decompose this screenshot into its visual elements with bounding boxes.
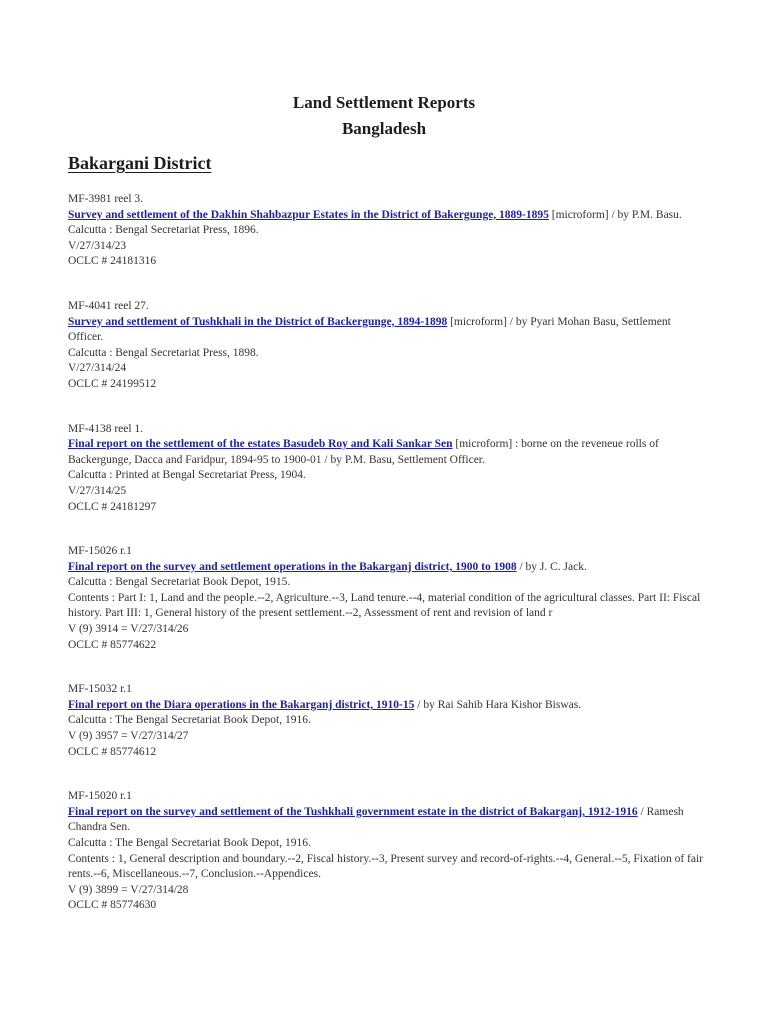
- call-number: MF-15026 r.1: [68, 545, 132, 558]
- call-number: MF-15020 r.1: [68, 790, 132, 803]
- page-subtitle: Bangladesh: [341, 119, 427, 138]
- catalog-record: [68, 299, 704, 393]
- shelf-mark: V (9) 3914 = V/27/314/26: [68, 623, 189, 636]
- publisher-line: Calcutta : Bengal Secretariat Book Depot, 1915.: [68, 576, 291, 589]
- oclc-number: OCLC # 85774612: [68, 745, 157, 758]
- catalog-record: [68, 422, 704, 516]
- catalog-record: [68, 544, 704, 653]
- title-line: [68, 698, 704, 714]
- record-title-link[interactable]: Survey and settlement of the Dakhin Shahbazpur Estates in the District of Bakergunge, 1889-1895: [68, 208, 549, 221]
- title-line: [68, 805, 704, 836]
- catalog-record: [68, 682, 704, 760]
- call-number: MF-15032 r.1: [68, 683, 132, 696]
- record-responsibility: [microform] / by P.M. Basu.: [548, 208, 682, 221]
- shelf-mark: V/27/314/25: [68, 484, 127, 497]
- record-list: [68, 192, 704, 943]
- title-line: [68, 437, 704, 468]
- call-number: MF-4041 reel 27.: [68, 299, 149, 312]
- call-number: MF-4138 reel 1.: [68, 422, 144, 435]
- shelf-mark: V (9) 3899 = V/27/314/28: [68, 883, 189, 896]
- record-title-link[interactable]: Final report on the Diara operations in the Bakarganj district, 1910-15: [68, 698, 415, 711]
- record-responsibility: / Ramesh Chandra Sen.: [68, 805, 684, 834]
- district-heading: Bakargani District: [68, 153, 212, 173]
- record-title-link[interactable]: Final report on the survey and settlement operations in the Bakarganj district, 1900 to 1908: [68, 560, 517, 573]
- title-line: [68, 315, 704, 346]
- call-number: MF-3981 reel 3.: [68, 193, 144, 205]
- record-responsibility: [microform] : borne on the reveneue rolls of Backergunge, Dacca and Faridpur, 1894-95 to 1900-01 / by P.M. Basu, Settlement Officer.: [68, 438, 659, 466]
- record-responsibility: [microform] / by Pyari Mohan Basu, Settlement Officer.: [68, 315, 671, 344]
- publisher-line: Calcutta : Printed at Bengal Secretariat Press, 1904.: [68, 469, 306, 482]
- oclc-number: OCLC # 85774630: [68, 899, 157, 912]
- record-responsibility: / by Rai Sahib Hara Kishor Biswas.: [414, 698, 582, 711]
- record-title-link[interactable]: Final report on the survey and settlement of the Tushkhali government estate in the district of Bakarganj, 1912-1916: [68, 805, 638, 818]
- oclc-number: OCLC # 24181316: [68, 255, 157, 268]
- contents-note: Contents : 1, General description and boundary.--2, Fiscal history.--3, Present survey and record-of-rights.--4, General.--5, Fixation of fair rents.--6, Miscellaneous.--7, Conclusion.--Appendices.: [68, 852, 703, 881]
- catalog-record: [68, 789, 704, 914]
- shelf-mark: V/27/314/23: [68, 239, 127, 252]
- oclc-number: OCLC # 24181297: [68, 500, 157, 513]
- record-title-link[interactable]: Survey and settlement of Tushkhali in the District of Backergunge, 1894-1898: [68, 315, 448, 328]
- title-line: [68, 208, 704, 224]
- record-title-link[interactable]: Final report on the settlement of the estates Basudeb Roy and Kali Sankar Sen: [68, 438, 453, 451]
- publisher-line: Calcutta : The Bengal Secretariat Book Depot, 1916.: [68, 714, 311, 727]
- title-block: [0, 90, 768, 142]
- shelf-mark: V (9) 3957 = V/27/314/27: [68, 730, 189, 743]
- contents-note: Contents : Part I: 1, Land and the people.--2, Agriculture.--3, Land tenure.--4, material condition of the agricultural classes. Part II: Fiscal history. Part III: 1, General history of the present settlement.--2, Assessment of rent and revision of land r: [68, 591, 701, 620]
- oclc-number: OCLC # 85774622: [68, 638, 157, 651]
- record-responsibility: / by J. C. Jack.: [516, 560, 587, 573]
- page-title: Land Settlement Reports: [292, 93, 476, 112]
- publisher-line: Calcutta : The Bengal Secretariat Book Depot, 1916.: [68, 837, 311, 849]
- catalog-record: [68, 192, 704, 270]
- oclc-number: OCLC # 24199512: [68, 377, 157, 390]
- shelf-mark: V/27/314/24: [68, 362, 127, 375]
- publisher-line: Calcutta : Bengal Secretariat Press, 1898.: [68, 346, 259, 359]
- publisher-line: Calcutta : Bengal Secretariat Press, 1896.: [68, 224, 259, 237]
- title-line: [68, 560, 704, 576]
